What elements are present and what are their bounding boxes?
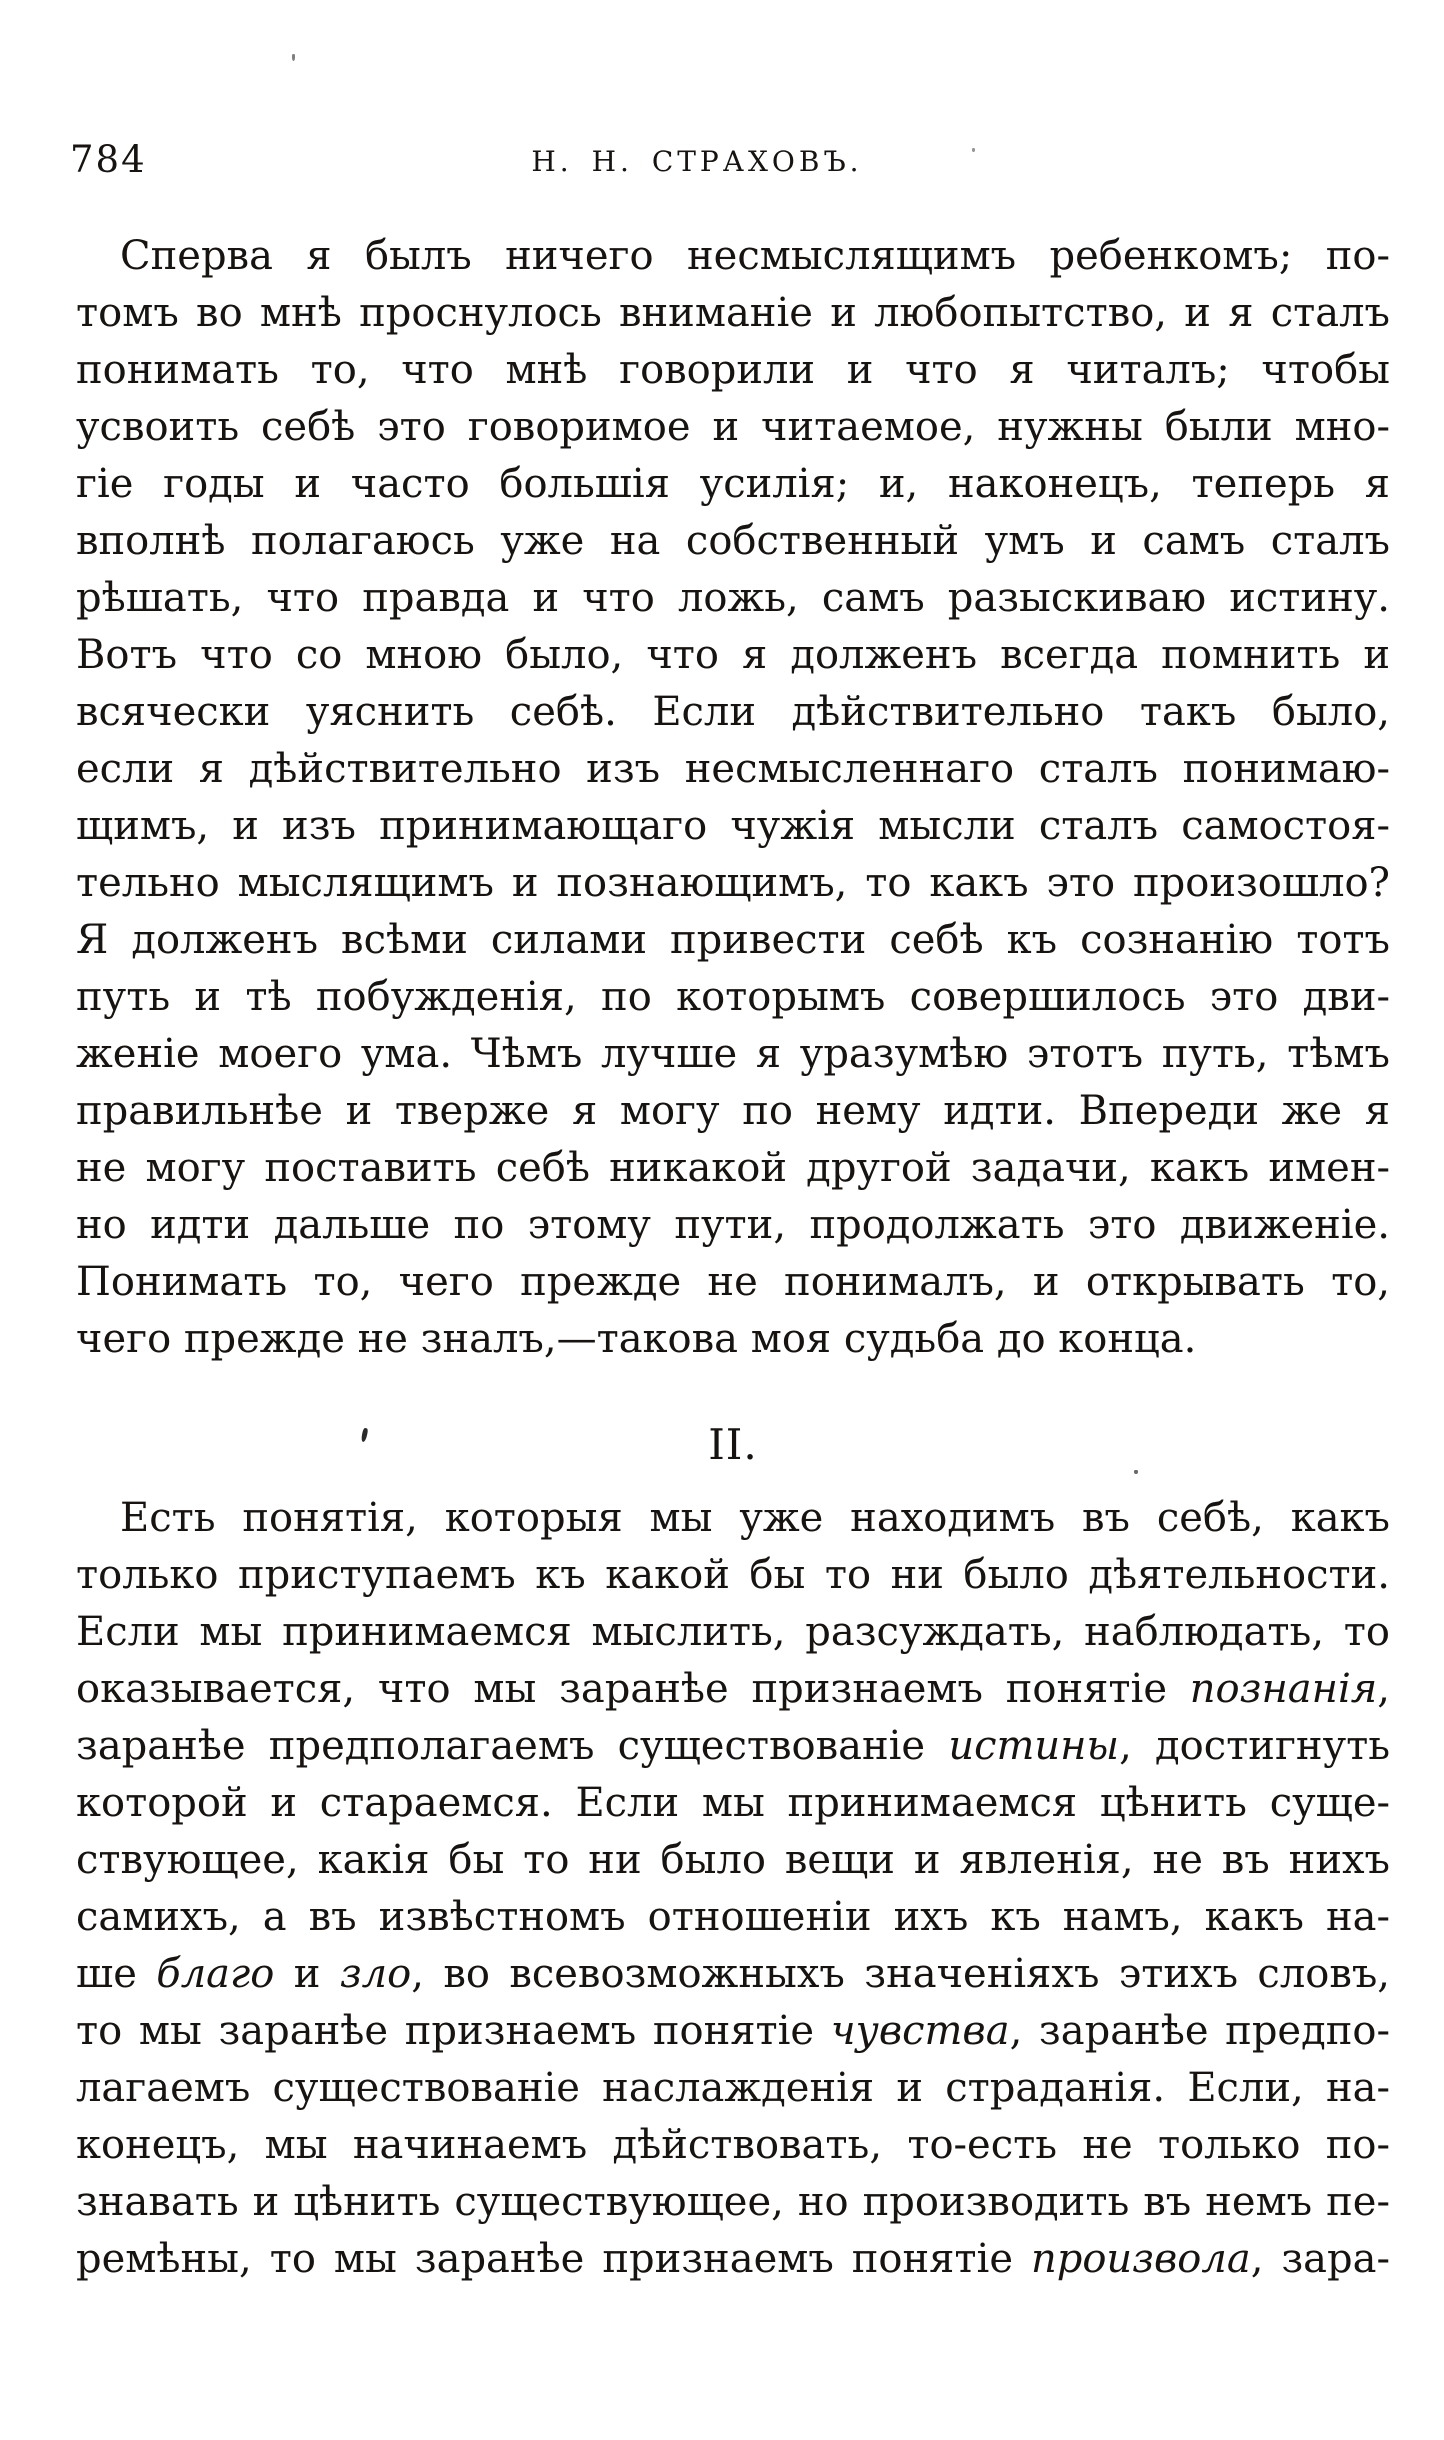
text-segment: путь и тѣ побужденія, по которымъ совершилось это дви-	[76, 974, 1390, 1020]
text-segment: Если мы принимаемся мыслить, разсуждать, наблюдать, то	[76, 1609, 1390, 1655]
text-line	[76, 969, 1390, 1026]
italic-term: зло	[339, 1951, 412, 1997]
text-segment: самихъ, а въ извѣстномъ отношеніи ихъ къ намъ, какъ на-	[76, 1894, 1390, 1940]
text-line	[76, 1026, 1390, 1083]
scan-speck	[972, 148, 975, 152]
text-line	[76, 1718, 1390, 1775]
text-segment: томъ во мнѣ проснулось вниманіе и любопытство, и я сталъ	[76, 290, 1390, 336]
text-line	[76, 1197, 1390, 1254]
text-line	[76, 228, 1390, 285]
italic-term: истины	[948, 1723, 1120, 1769]
text-segment: , зара-	[1250, 2236, 1390, 2282]
text-line	[76, 399, 1390, 456]
text-segment: чего прежде не зналъ,—такова моя судьба до конца.	[76, 1316, 1197, 1362]
text-segment: Вотъ что со мною было, что я долженъ всегда помнить и	[76, 632, 1390, 678]
text-body	[76, 228, 1390, 2288]
text-segment: усвоить себѣ это говоримое и читаемое, нужны были мно-	[76, 404, 1390, 450]
text-line	[76, 798, 1390, 855]
text-line	[76, 2117, 1390, 2174]
italic-term: благо	[156, 1951, 275, 1997]
text-line	[76, 1490, 1390, 1547]
text-line	[76, 1775, 1390, 1832]
text-segment: гіе годы и часто большія усилія; и, наконецъ, теперь я	[76, 461, 1390, 507]
text-segment: только приступаемъ къ какой бы то ни было дѣятельности.	[76, 1552, 1390, 1598]
text-segment: Понимать то, чего прежде не понималъ, и открывать то,	[76, 1259, 1390, 1305]
running-title: Н. Н. СТРАХОВЪ.	[531, 145, 863, 178]
text-segment: лагаемъ существованіе наслажденія и страданія. Если, на-	[76, 2065, 1390, 2111]
italic-term: чувства	[830, 2008, 1010, 2054]
text-line	[76, 2231, 1390, 2288]
text-line	[76, 2174, 1390, 2231]
text-segment: если я дѣйствительно изъ несмысленнаго сталъ понимаю-	[76, 746, 1390, 792]
text-line	[76, 1311, 1390, 1368]
text-line	[76, 1832, 1390, 1889]
text-segment: понимать то, что мнѣ говорили и что я читалъ; чтобы	[76, 347, 1390, 393]
text-segment: знавать и цѣнить существующее, но производить въ немъ пе-	[76, 2179, 1390, 2225]
text-line	[76, 912, 1390, 969]
text-segment: щимъ, и изъ принимающаго чужія мысли сталъ самостоя-	[76, 803, 1390, 849]
italic-term: познанія	[1189, 1666, 1378, 1712]
text-line	[76, 570, 1390, 627]
text-line	[76, 1547, 1390, 1604]
text-segment: не могу поставить себѣ никакой другой задачи, какъ имен-	[76, 1145, 1390, 1191]
text-line	[76, 342, 1390, 399]
text-segment: вполнѣ полагаюсь уже на собственный умъ и самъ сталъ	[76, 518, 1390, 564]
text-segment: , заранѣе предпо-	[1009, 2008, 1390, 2054]
text-segment: Сперва я былъ ничего несмыслящимъ ребенкомъ; по-	[120, 233, 1390, 279]
text-line	[76, 684, 1390, 741]
text-segment: правильнѣе и тверже я могу по нему идти. Впереди же я	[76, 1088, 1390, 1134]
italic-term: произвола	[1030, 2236, 1251, 2282]
text-line	[76, 1140, 1390, 1197]
page-header	[70, 138, 1384, 182]
text-line	[76, 2003, 1390, 2060]
text-segment: но идти дальше по этому пути, продолжать это движеніе.	[76, 1202, 1390, 1248]
scan-speck	[292, 54, 295, 61]
text-line	[76, 456, 1390, 513]
text-segment: заранѣе предполагаемъ существованіе	[76, 1723, 949, 1769]
text-line	[76, 1604, 1390, 1661]
text-segment: Я долженъ всѣми силами привести себѣ къ сознанію тотъ	[76, 917, 1390, 963]
text-line	[76, 1661, 1390, 1718]
text-segment: , во всевозможныхъ значеніяхъ этихъ словъ,	[411, 1951, 1391, 1997]
paragraph	[76, 1490, 1390, 2288]
text-segment: рѣшать, что правда и что ложь, самъ разыскиваю истину.	[76, 575, 1390, 621]
text-line	[76, 627, 1390, 684]
text-segment: конецъ, мы начинаемъ дѣйствовать, то-есть не только по-	[76, 2122, 1390, 2168]
scan-speck	[1134, 1470, 1138, 1474]
text-line	[76, 855, 1390, 912]
text-line	[76, 513, 1390, 570]
text-segment: ствующее, какія бы то ни было вещи и явленія, не въ нихъ	[76, 1837, 1390, 1883]
text-line	[76, 1946, 1390, 2003]
text-segment: и	[274, 1951, 340, 1997]
page-number: 784	[70, 138, 147, 181]
text-line	[76, 2060, 1390, 2117]
text-segment: ремѣны, то мы заранѣе признаемъ понятіе	[76, 2236, 1031, 2282]
text-segment: ,	[1377, 1666, 1390, 1712]
text-line	[76, 1254, 1390, 1311]
text-segment: , достигнуть	[1119, 1723, 1391, 1769]
text-segment: оказывается, что мы заранѣе признаемъ понятіе	[76, 1666, 1190, 1712]
paragraph	[76, 228, 1390, 1368]
text-line	[76, 1083, 1390, 1140]
text-segment: ше	[76, 1951, 157, 1997]
section-heading: II.	[708, 1420, 758, 1469]
text-line	[76, 1889, 1390, 1946]
text-segment: женіе моего ума. Чѣмъ лучше я уразумѣю этотъ путь, тѣмъ	[76, 1031, 1390, 1077]
text-line	[76, 285, 1390, 342]
text-segment: которой и стараемся. Если мы принимаемся цѣнить суще-	[76, 1780, 1390, 1826]
text-segment: то мы заранѣе признаемъ понятіе	[76, 2008, 831, 2054]
text-segment: всячески уяснить себѣ. Если дѣйствительно такъ было,	[76, 689, 1390, 735]
text-line	[76, 741, 1390, 798]
text-segment: Есть понятія, которыя мы уже находимъ въ себѣ, какъ	[120, 1495, 1390, 1541]
text-segment: тельно мыслящимъ и познающимъ, то какъ это произошло?	[76, 860, 1390, 906]
